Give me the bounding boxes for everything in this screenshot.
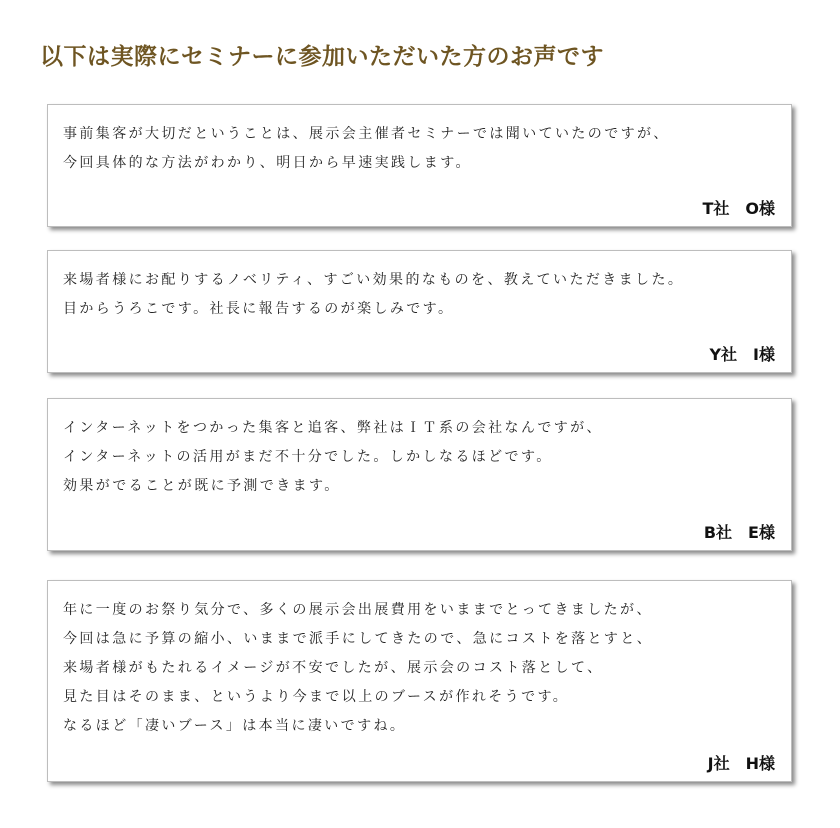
testimonial-card-2 bbox=[47, 250, 792, 373]
page-title: 以下は実際にセミナーに参加いただいた方のお声です bbox=[40, 43, 604, 70]
testimonial-text-3 bbox=[63, 414, 779, 501]
testimonial-card-1 bbox=[47, 104, 792, 227]
testimonial-line: インターネットの活用がまだ不十分でした。しかしなるほどです。 bbox=[63, 449, 553, 465]
testimonial-text-4 bbox=[63, 596, 779, 741]
testimonial-line: 今回具体的な方法がわかり、明日から早速実践します。 bbox=[63, 155, 472, 171]
testimonial-line: 来場者様がもたれるイメージが不安でしたが、展示会のコスト落として、 bbox=[63, 660, 604, 676]
testimonial-signature-1: T社 O様 bbox=[702, 199, 775, 218]
testimonial-text-2 bbox=[63, 266, 779, 324]
testimonial-signature-3: B社 E様 bbox=[703, 523, 775, 542]
testimonial-card-4 bbox=[47, 580, 792, 782]
testimonial-line: 来場者様にお配りするノベリティ、すごい効果的なものを、教えていただきました。 bbox=[63, 272, 685, 288]
testimonial-line: なるほど「凄いブース」は本当に凄いですね。 bbox=[63, 718, 407, 734]
testimonial-line: 見た目はそのまま、というより今まで以上のブースが作れそうです。 bbox=[63, 689, 570, 705]
testimonial-line: 効果がでることが既に予測できます。 bbox=[63, 478, 341, 494]
testimonial-line: インターネットをつかった集客と追客、弊社はＩＴ系の会社なんですが、 bbox=[63, 420, 603, 436]
testimonial-signature-2: Y社 I様 bbox=[709, 345, 775, 364]
testimonial-line: 事前集客が大切だということは、展示会主催者セミナーでは聞いていたのですが、 bbox=[63, 126, 670, 142]
testimonial-signature-4: J社 H様 bbox=[707, 754, 775, 773]
testimonial-line: 年に一度のお祭り気分で、多くの展示会出展費用をいままでとってきましたが、 bbox=[63, 602, 653, 618]
testimonial-line: 目からうろこです。社長に報告するのが楽しみです。 bbox=[63, 301, 455, 317]
testimonial-line: 今回は急に予算の縮小、いままで派手にしてきたので、急にコストを落とすと、 bbox=[63, 631, 654, 647]
testimonial-card-3 bbox=[47, 398, 792, 551]
testimonial-text-1 bbox=[63, 120, 779, 178]
